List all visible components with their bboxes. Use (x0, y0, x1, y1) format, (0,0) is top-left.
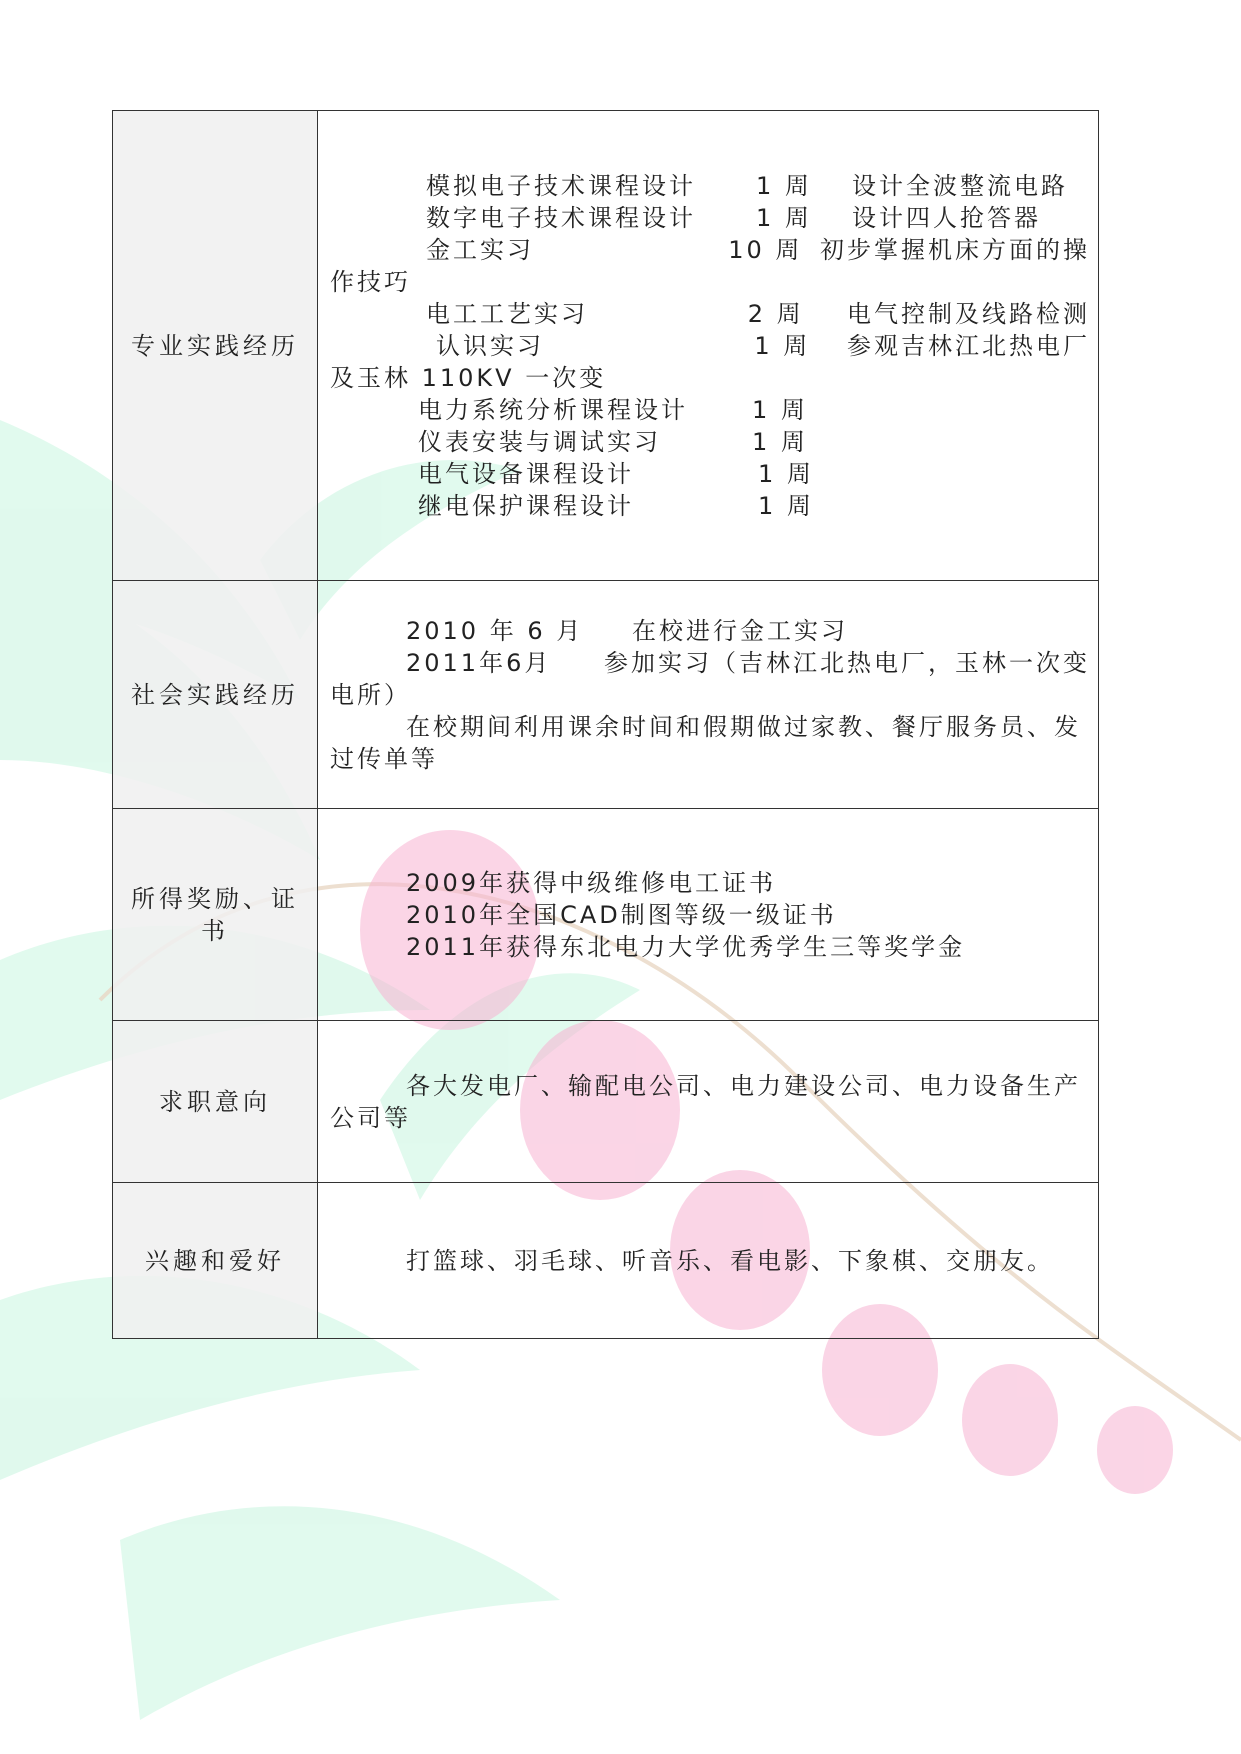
list-item: 仪表安装与调试实习 1 周 (418, 427, 808, 456)
list-item: 电工工艺实习 2 周 电气控制及线路检测 (426, 299, 1090, 328)
list-item: 2010年全国CAD制图等级一级证书 (406, 900, 837, 929)
row-hobbies (113, 1183, 1099, 1339)
list-item: 2011年获得东北电力大学优秀学生三等奖学金 (406, 932, 966, 961)
paragraph: 各大发电厂、输配电公司、电力建设公司、电力设备生产公司等 (330, 1071, 1081, 1132)
row-awards-certificates (113, 809, 1099, 1021)
list-item: 金工实习 10 周 初步掌握机床方面的操 (426, 235, 1090, 264)
row-job-intention (113, 1021, 1099, 1183)
row-professional-practice (113, 111, 1099, 581)
row-content (318, 111, 1099, 581)
resume-table (112, 110, 1099, 1339)
list-item: 2011年6月 参加实习（吉林江北热电厂，玉林一次变 (406, 648, 1090, 677)
row-label: 求职意向 (113, 1021, 318, 1183)
row-content (318, 1021, 1099, 1183)
row-content (318, 1183, 1099, 1339)
list-item: 认识实习 1 周 参观吉林江北热电厂 (436, 331, 1090, 360)
list-item: 继电保护课程设计 1 周 (418, 491, 814, 520)
paragraph: 在校期间利用课余时间和假期做过家教、餐厅服务员、发过传单等 (330, 712, 1081, 773)
row-label: 专业实践经历 (113, 111, 318, 581)
list-item: 及玉林 110KV 一次变 (330, 363, 607, 392)
row-social-practice (113, 581, 1099, 809)
list-item: 2010 年 6 月 在校进行金工实习 (406, 616, 848, 645)
row-content (318, 581, 1099, 809)
row-label: 兴趣和爱好 (113, 1183, 318, 1339)
paragraph: 打篮球、羽毛球、听音乐、看电影、下象棋、交朋友。 (406, 1246, 1054, 1275)
row-label: 所得奖励、证书 (113, 809, 318, 1021)
list-item: 作技巧 (330, 267, 411, 296)
list-item: 模拟电子技术课程设计 1 周 设计全波整流电路 (426, 171, 1068, 200)
row-label: 社会实践经历 (113, 581, 318, 809)
list-item: 电气设备课程设计 1 周 (418, 459, 814, 488)
list-item: 2009年获得中级维修电工证书 (406, 868, 777, 897)
list-item: 数字电子技术课程设计 1 周 设计四人抢答器 (426, 203, 1041, 232)
list-item: 电力系统分析课程设计 1 周 (418, 395, 808, 424)
row-content (318, 809, 1099, 1021)
list-item: 电所） (330, 680, 411, 709)
